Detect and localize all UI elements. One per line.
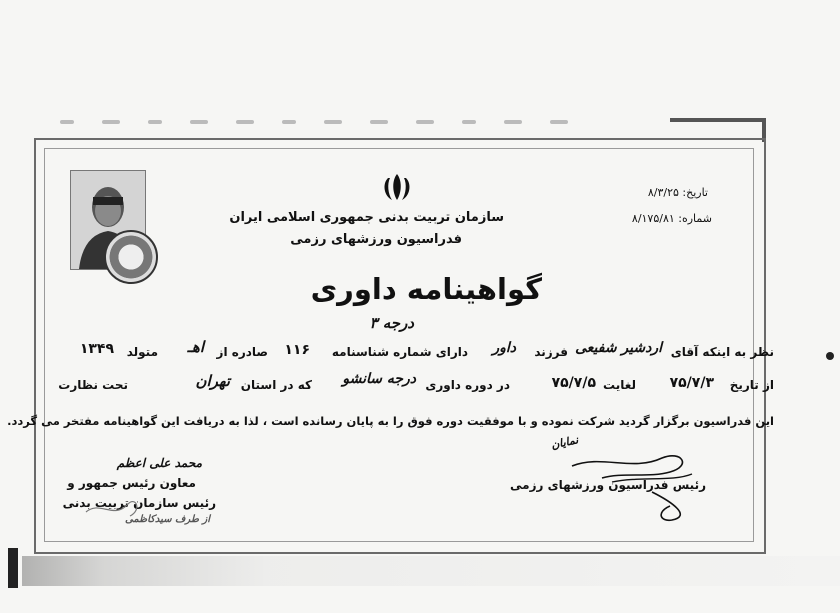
- to-date: ۷۵/۷/۵: [551, 375, 596, 391]
- line2-text-c: در دوره داوری: [425, 378, 510, 392]
- left-signature-name: محمد علی اعظم: [116, 456, 202, 470]
- degree-handwritten: درجه ۳: [369, 314, 414, 332]
- left-sign-title-2: رئیس سازمان تربیت بدنی: [62, 496, 216, 510]
- org-line-1: سازمان تربیت بدنی جمهوری اسلامی ایران: [229, 210, 504, 225]
- left-sign-note: از طرف سیدکاظمی: [125, 514, 210, 525]
- issued-from: اهـ: [187, 338, 204, 356]
- right-sign-title: رئیس فدراسیون ورزشهای رزمی: [510, 478, 706, 492]
- father-name: داور: [492, 340, 516, 356]
- line1-text-b: فرزند: [534, 345, 568, 359]
- line2-text-d: که در استان: [240, 378, 312, 392]
- birth-year: ۱۳۴۹: [79, 341, 114, 357]
- official-stamp: [104, 230, 158, 284]
- line1-text-c: دارای شماره شناسنامه: [331, 345, 468, 359]
- punch-hole-mark: [826, 352, 834, 360]
- line2-text-e: تحت نظارت: [58, 378, 128, 392]
- id-number: ۱۱۶: [284, 342, 310, 358]
- province-name: تهران: [195, 372, 230, 390]
- left-signature-scribble: [80, 490, 150, 530]
- scan-edge-shadow: [22, 556, 840, 586]
- line2-text-b: لغایت: [603, 378, 636, 392]
- holder-name: اردشیر شفیعی: [575, 340, 662, 356]
- line1-text-e: متولد: [126, 345, 158, 359]
- left-sign-title-1: معاون رئیس جمهور و: [67, 476, 196, 490]
- emblem-icon: [380, 172, 414, 202]
- certificate-title: گواهینامه داوری: [310, 272, 542, 306]
- top-dash-row: [60, 120, 620, 128]
- line3-text: این فدراسیون برگزار گردید شرکت نموده و با موفقیت دوره فوق را به پایان رسانده است ، لذا به دریافت این گواهینامه مفتخر می گردد.: [7, 414, 774, 428]
- course-name: درجه سانشو: [342, 371, 416, 387]
- line1-text-a: نظر به اینکه آقای: [670, 345, 774, 359]
- right-signature-text: نمایان: [549, 433, 580, 452]
- line1-text-d: صادره از: [216, 345, 268, 359]
- date-line: تاریخ: ۸/۳/۲۵: [647, 186, 708, 199]
- number-line: شماره: ۸/۱۷۵/۸۱: [631, 212, 712, 225]
- line2-text-a: از تاریخ: [729, 378, 774, 392]
- org-line-2: فدراسیون ورزشهای رزمی: [290, 232, 462, 247]
- scan-edge-mark: [8, 548, 18, 588]
- from-date: ۷۵/۷/۳: [669, 375, 714, 391]
